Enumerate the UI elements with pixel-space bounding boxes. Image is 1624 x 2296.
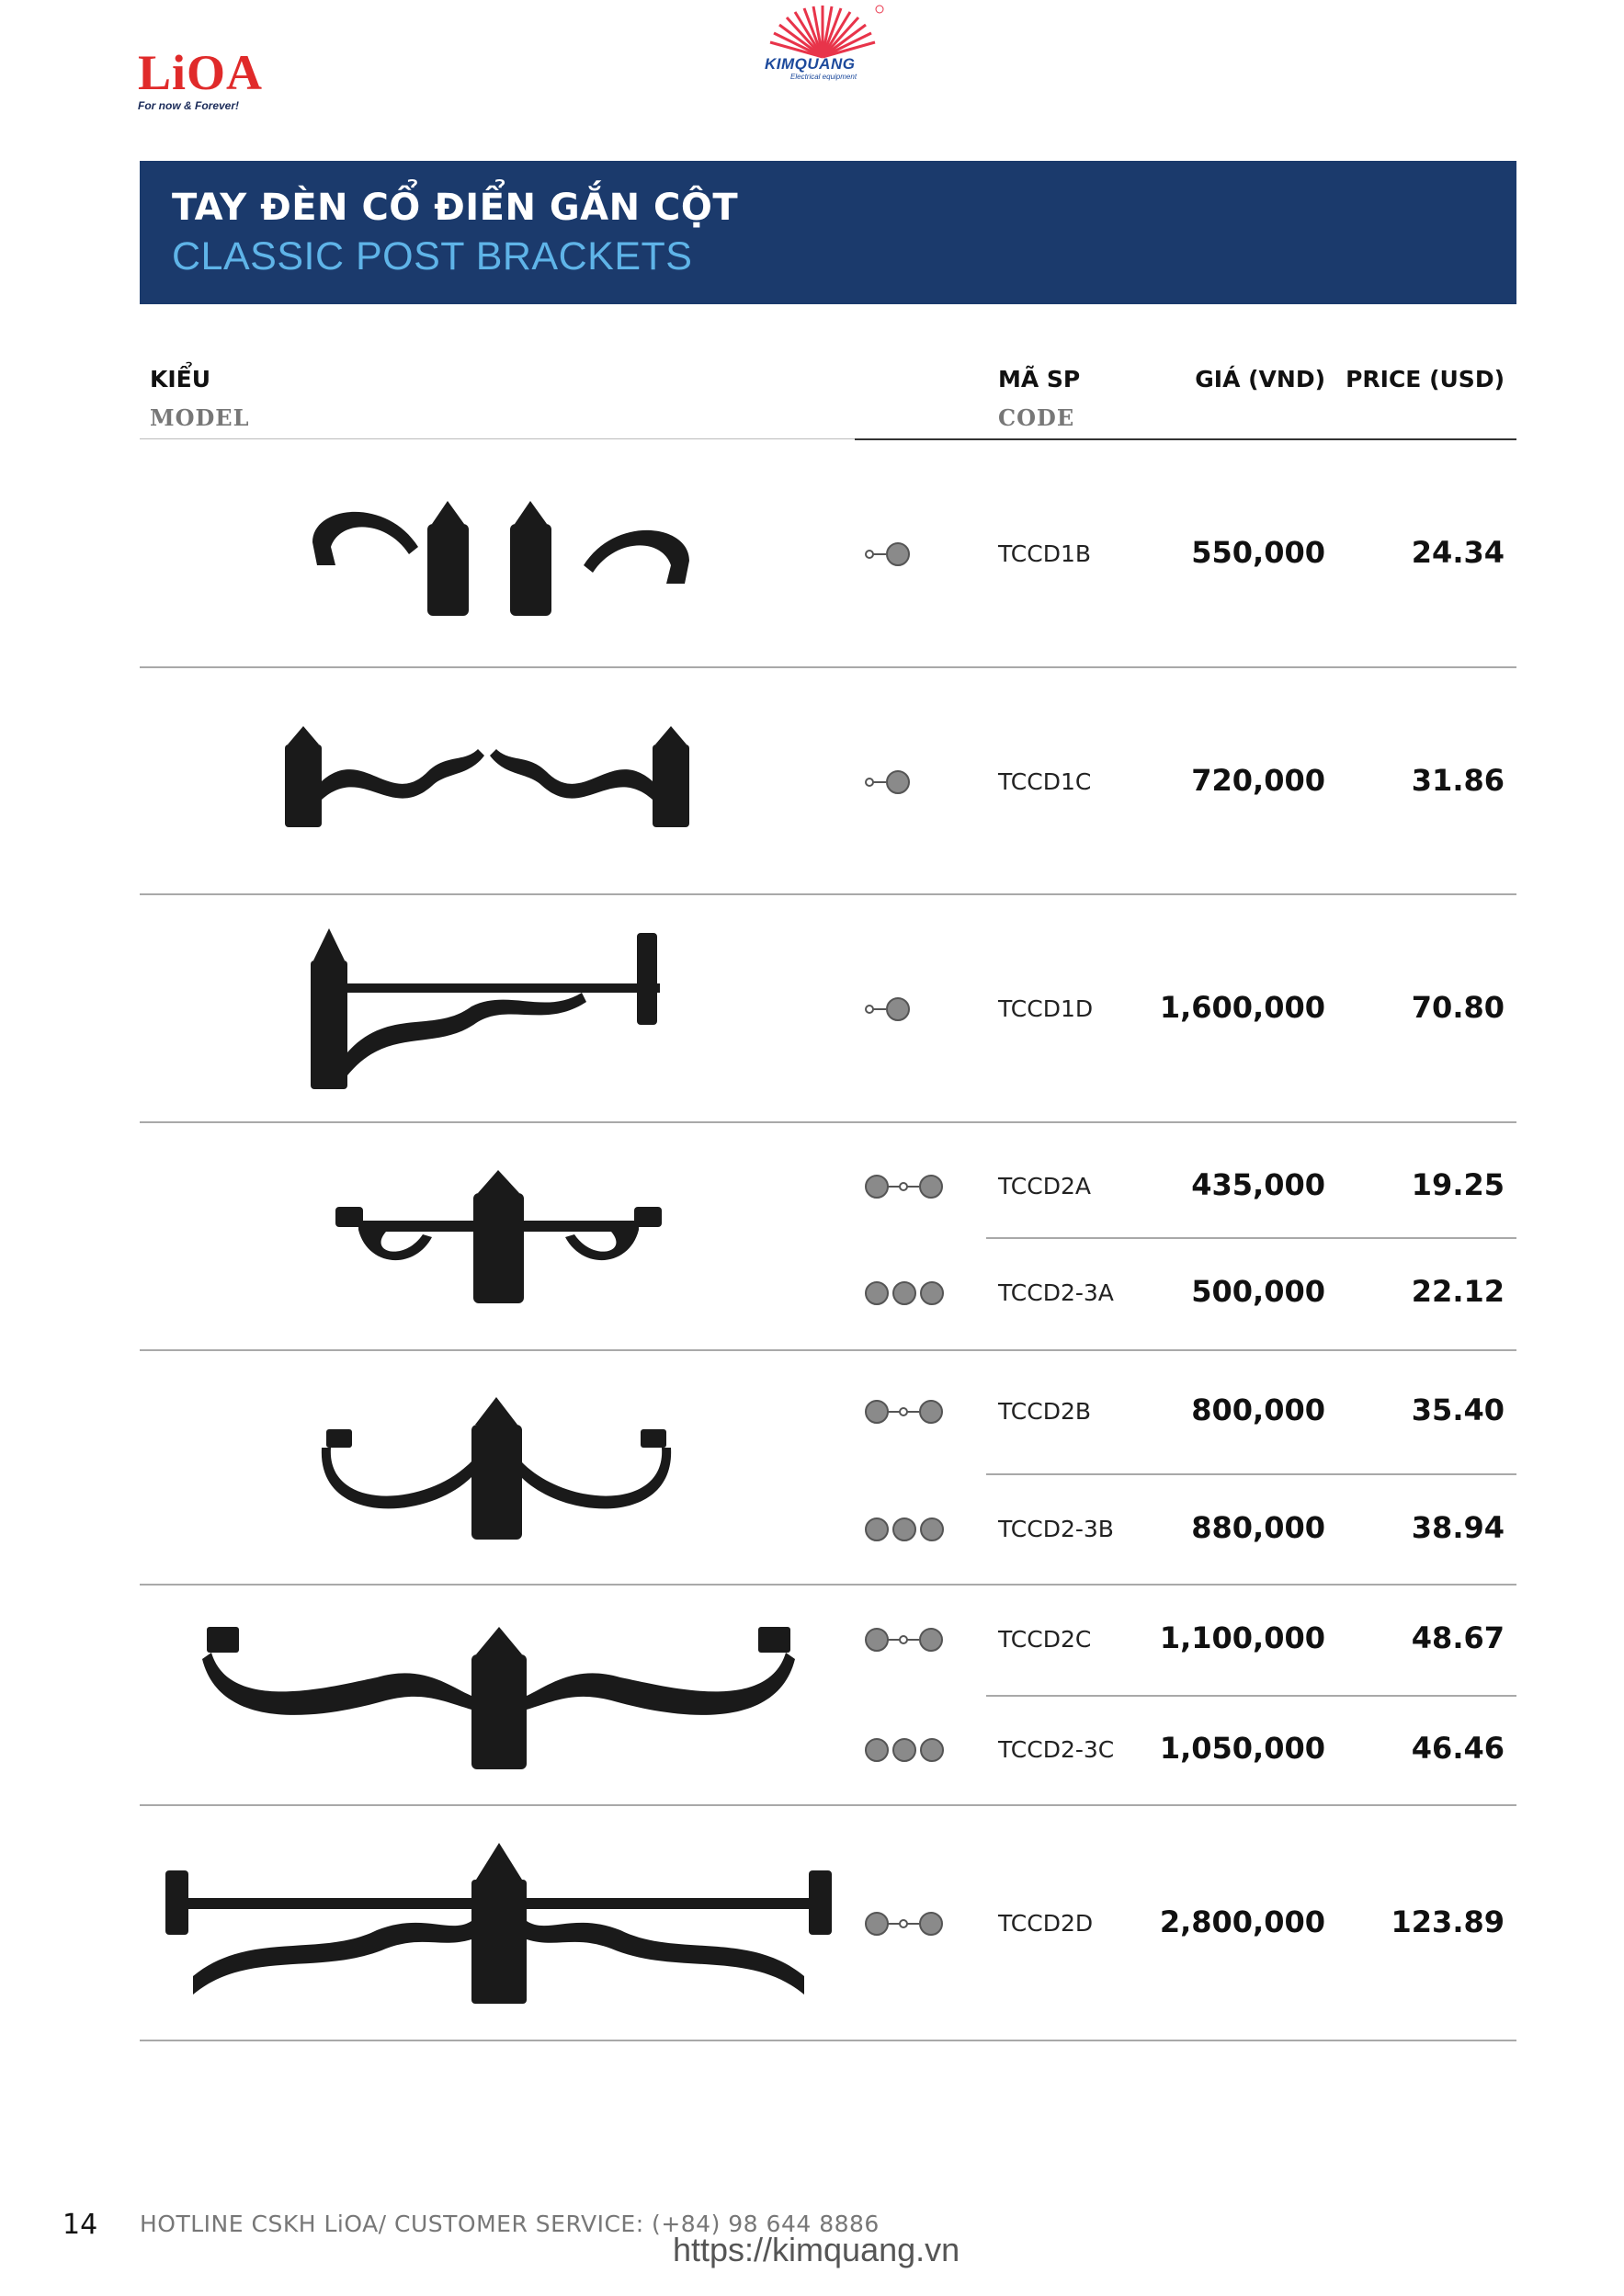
- product-code: TCCD2D: [998, 1910, 1094, 1937]
- sub-row-divider: [986, 1695, 1516, 1697]
- double-head-symbol-icon: [864, 1910, 947, 1938]
- header-code: MÃ SP: [998, 366, 1081, 392]
- triple-head-symbol-icon: [864, 1516, 947, 1543]
- triple-head-symbol-icon: [864, 1736, 947, 1764]
- single-head-symbol-icon: [864, 995, 919, 1023]
- single-head-symbol-icon: [864, 540, 919, 568]
- header-code-sub: CODE: [998, 404, 1075, 431]
- header-price-usd: PRICE (USD): [1346, 366, 1505, 392]
- triple-head-symbol-icon: [864, 1279, 947, 1307]
- bracket-image-tccd2b: [317, 1392, 676, 1544]
- product-code: TCCD2B: [998, 1398, 1092, 1425]
- row-divider: [140, 1349, 1516, 1351]
- header-price-vnd: GIÁ (VND): [1195, 366, 1325, 392]
- sub-row-divider: [986, 1473, 1516, 1475]
- price-vnd: 435,000: [1191, 1167, 1325, 1202]
- hotline-text: HOTLINE CSKH LiOA/ CUSTOMER SERVICE: (+84) 98 644 8886: [140, 2211, 880, 2237]
- price-usd: 19.25: [1411, 1167, 1505, 1202]
- header-divider: [855, 438, 1516, 440]
- double-head-symbol-icon: [864, 1626, 947, 1654]
- price-vnd: 1,050,000: [1159, 1731, 1325, 1766]
- price-usd: 48.67: [1411, 1620, 1505, 1655]
- website-link[interactable]: https://kimquang.vn: [673, 2231, 960, 2268]
- bracket-image-tccd2d: [156, 1829, 841, 2008]
- header-model-sub: MODEL: [150, 404, 250, 431]
- bracket-image-tccd1b: [303, 492, 698, 630]
- kimquang-subtitle: Electrical equipment: [790, 73, 857, 81]
- row-divider: [140, 1804, 1516, 1806]
- bracket-image-tccd2c: [193, 1622, 804, 1774]
- price-vnd: 800,000: [1191, 1392, 1325, 1427]
- price-vnd: 880,000: [1191, 1510, 1325, 1545]
- price-usd: 123.89: [1391, 1904, 1505, 1939]
- product-code: TCCD2C: [998, 1626, 1092, 1653]
- price-vnd: 550,000: [1191, 535, 1325, 570]
- title-banner: [140, 161, 1516, 304]
- product-code: TCCD2-3B: [998, 1516, 1114, 1542]
- price-usd: 70.80: [1411, 990, 1505, 1025]
- price-usd: 22.12: [1411, 1274, 1505, 1309]
- product-code: TCCD1B: [998, 540, 1092, 567]
- kimquang-logo: [754, 4, 891, 83]
- price-vnd: 720,000: [1191, 763, 1325, 798]
- sub-row-divider: [986, 1237, 1516, 1239]
- double-head-symbol-icon: [864, 1173, 947, 1200]
- kimquang-sunburst-icon: [754, 4, 891, 59]
- product-code: TCCD1D: [998, 995, 1094, 1022]
- row-divider: [140, 1121, 1516, 1123]
- bracket-image-tccd2a: [331, 1165, 666, 1308]
- row-divider: [140, 2040, 1516, 2041]
- price-usd: 24.34: [1411, 535, 1505, 570]
- price-vnd: 1,600,000: [1159, 990, 1325, 1025]
- product-code: TCCD2-3A: [998, 1279, 1114, 1306]
- price-usd: 31.86: [1411, 763, 1505, 798]
- lioa-tagline: For now & Forever!: [138, 99, 240, 112]
- header-model: KIỂU: [150, 366, 211, 392]
- lioa-logo: [138, 45, 294, 112]
- header-divider-light: [140, 438, 855, 439]
- product-code: TCCD1C: [998, 768, 1092, 795]
- price-vnd: 1,100,000: [1159, 1620, 1325, 1655]
- row-divider: [140, 666, 1516, 668]
- product-code: TCCD2-3C: [998, 1736, 1115, 1763]
- page-number: 14: [62, 2209, 98, 2241]
- product-code: TCCD2A: [998, 1173, 1091, 1199]
- row-divider: [140, 1584, 1516, 1586]
- price-usd: 38.94: [1411, 1510, 1505, 1545]
- price-usd: 35.40: [1411, 1392, 1505, 1427]
- price-vnd: 500,000: [1191, 1274, 1325, 1309]
- bracket-image-tccd1c: [280, 726, 694, 832]
- price-vnd: 2,800,000: [1159, 1904, 1325, 1939]
- row-divider: [140, 893, 1516, 895]
- bracket-image-tccd1d: [306, 915, 674, 1094]
- kimquang-wordmark: KIMQUANG: [765, 55, 856, 73]
- single-head-symbol-icon: [864, 768, 919, 796]
- lioa-wordmark: LiOA: [138, 45, 264, 100]
- title-english: CLASSIC POST BRACKETS: [172, 234, 693, 278]
- price-usd: 46.46: [1411, 1731, 1505, 1766]
- title-vietnamese: TAY ĐÈN CỔ ĐIỂN GẮN CỘT: [172, 187, 739, 229]
- double-head-symbol-icon: [864, 1398, 947, 1426]
